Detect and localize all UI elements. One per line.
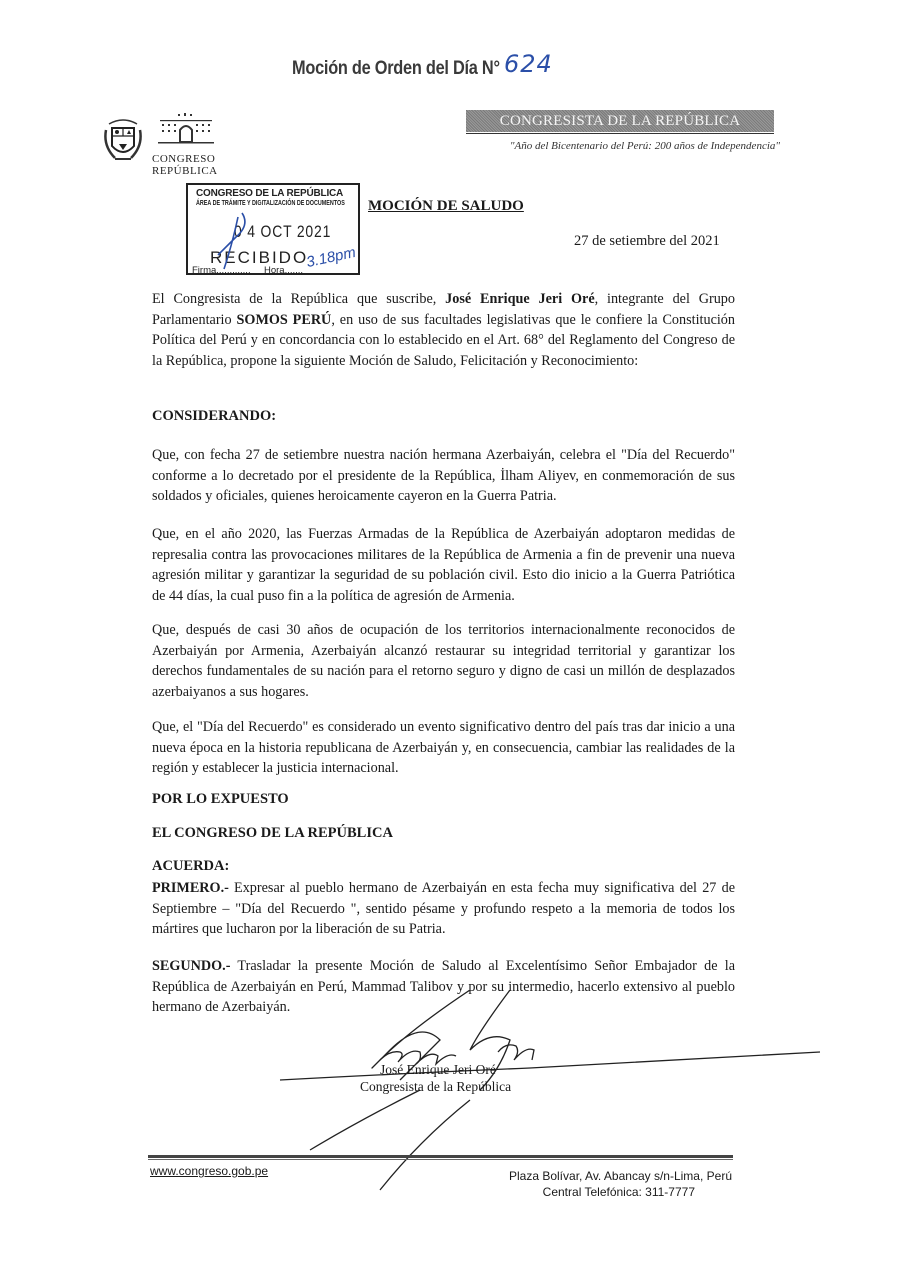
parliamentary-group: SOMOS PERÚ bbox=[236, 311, 332, 328]
segundo-label: SEGUNDO.- bbox=[152, 958, 231, 974]
stamp-date: 0 4 OCT 2021 bbox=[234, 222, 332, 241]
segundo-paragraph: SEGUNDO.- Trasladar la presente Moción de Saludo al Excelentísimo Señor Embajador de la República de Azerbaiyán en Perú, Mammad Talibov y por su intermedio, hacerlo extensivo al pueblo hermano de Azerbaiyán. bbox=[152, 958, 735, 1015]
stamp-received: RECIBIDO bbox=[210, 248, 309, 267]
primero-label: PRIMERO.- bbox=[152, 880, 229, 896]
congressman-name: José Enrique Jeri Oré bbox=[445, 291, 595, 307]
stamp-firma-label: Firma............. bbox=[192, 265, 251, 276]
congreso-heading: EL CONGRESO DE LA REPÚBLICA bbox=[152, 825, 393, 841]
considerando-paragraph-4: Que, el "Día del Recuerdo" es considerado un evento significativo dentro del país tras dar inicio a una nueva época en la historia republicana de Azerbaiyán y, en consecuencia, cambiar las realidades de la región y establecer la justicia internacional. bbox=[152, 719, 735, 776]
document-date: 27 de setiembre del 2021 bbox=[574, 233, 720, 249]
signatory-name: José Enrique Jeri Oré bbox=[380, 1062, 496, 1077]
congress-logo bbox=[152, 112, 224, 177]
congresista-banner: CONGRESISTA DE LA REPÚBLICA bbox=[466, 110, 774, 132]
considerando-heading: CONSIDERANDO: bbox=[152, 408, 277, 424]
banner-divider bbox=[466, 133, 774, 134]
peru-coat-of-arms-icon bbox=[103, 118, 143, 164]
motion-number-handwritten: 624 bbox=[504, 50, 553, 78]
motion-title: Moción de Orden del Día N° bbox=[292, 58, 500, 79]
logo-text-republica: REPÚBLICA bbox=[152, 165, 218, 177]
footer-phone: Central Telefónica: 311-7777 bbox=[542, 1185, 695, 1199]
stamp-department: ÁREA DE TRÁMITE Y DIGITALIZACIÓN DE DOCUMENTOS bbox=[196, 198, 345, 207]
stamp-hora-label: Hora....... bbox=[264, 265, 304, 276]
signatory-role: Congresista de la República bbox=[360, 1079, 512, 1094]
document-title: MOCIÓN DE SALUDO bbox=[368, 198, 524, 214]
stamp-handwritten-time: 3.18pm bbox=[304, 243, 358, 272]
logo-text-congreso: CONGRESO bbox=[152, 153, 216, 165]
stamp-institution: CONGRESO DE LA REPÚBLICA bbox=[196, 188, 344, 199]
reception-stamp bbox=[186, 183, 360, 275]
footer-divider bbox=[148, 1155, 733, 1158]
considerando-paragraph-2: Que, en el año 2020, las Fuerzas Armadas de la República de Azerbaiyán adoptaron medidas de represalia contra las provocaciones militares de la República de Armenia a fin de prevenir una nueva agresión militar y garantizar la seguridad de su población civil. Esto dio inicio a la Guerra Patriótica de 44 días, la cual puso fin a la política de agresión de Armenia. bbox=[152, 526, 735, 604]
footer-divider-thin bbox=[148, 1159, 733, 1160]
primero-paragraph: PRIMERO.- Expresar al pueblo hermano de Azerbaiyán en esta fecha muy significativa del 27 de Septiembre – "Día del Recuerdo ", sentido pésame y profundo respeto a la memoria de todos los mártires que lucharon por la liberación de su Patria. bbox=[152, 880, 735, 937]
congress-building-icon bbox=[156, 112, 216, 146]
considerando-paragraph-1: Que, con fecha 27 de setiembre nuestra nación hermana Azerbaiyán, celebra el "Día del Recuerdo" conforme a lo decretado por el presidente de la República, İlham Aliyev, en conmemoración de sus soldados y oficiales, quienes heroicamente cayeron en la Guerra Patria. bbox=[152, 447, 735, 504]
year-motto: "Año del Bicentenario del Perú: 200 años de Independencia" bbox=[509, 140, 780, 152]
acuerda-heading: ACUERDA: bbox=[152, 858, 230, 874]
intro-paragraph: El Congresista de la República que suscribe, José Enrique Jeri Oré, integrante del Grupo Parlamentario SOMOS PERÚ, en uso de sus facultades legislativas que le confiere la Constitución Política del Perú y en concordancia con lo establecido en el Art. 68° del Reglamento del Congreso de la República, propone la siguiente Moción de Saludo, Felicitación y Reconocimiento: bbox=[152, 291, 735, 369]
stamp-initials-signature bbox=[188, 185, 362, 277]
footer-website-link[interactable]: www.congreso.gob.pe bbox=[150, 1164, 269, 1178]
por-lo-expuesto-heading: POR LO EXPUESTO bbox=[152, 791, 289, 807]
footer-address: Plaza Bolívar, Av. Abancay s/n-Lima, Perú bbox=[508, 1169, 732, 1183]
considerando-paragraph-3: Que, después de casi 30 años de ocupación de los territorios internacionalmente reconocidos de Azerbaiyán por Armenia, Azerbaiyán alcanzó restaurar su integridad territorial y garantizar los derechos fundamentales de su nación para el retorno seguro y digno de casi un millón de desplazados azerbaiyanos a sus hogares. bbox=[152, 622, 735, 700]
